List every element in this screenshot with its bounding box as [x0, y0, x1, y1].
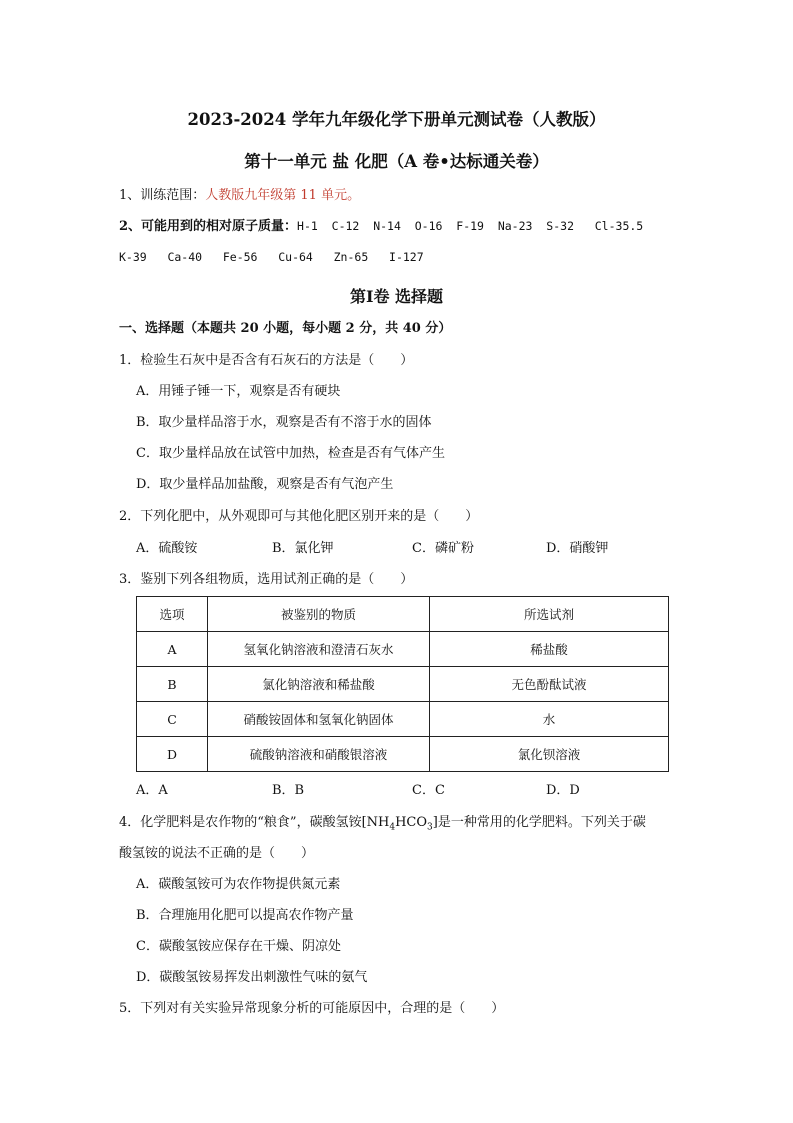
training-scope: [119, 187, 360, 205]
table-cell: B: [137, 667, 208, 702]
question-4-stem-line-1: [119, 814, 646, 837]
table-cell: 氯化钠溶液和稀盐酸: [208, 667, 430, 702]
question-4-option-b[interactable]: B．合理施用化肥可以提高农作物产量: [136, 908, 354, 923]
table-header-row: [137, 597, 669, 632]
question-1-option-a[interactable]: A．用锤子锤一下，观察是否有硬块: [136, 384, 341, 399]
document-title: 2023-2024 学年九年级化学下册单元测试卷（人教版）: [187, 110, 606, 129]
question-4-stem-part: HCO: [395, 815, 428, 830]
question-3-stem: 3．鉴别下列各组物质，选用试剂正确的是（ ）: [119, 572, 414, 587]
table-cell: 水: [430, 702, 669, 737]
question-3-table: [136, 596, 669, 772]
question-4-option-a[interactable]: A．碳酸氢铵可为农作物提供氮元素: [136, 877, 341, 892]
table-row: [137, 632, 669, 667]
question-4-stem-part: ]是一种常用的化学肥料。下列关于碳: [432, 815, 646, 830]
atomic-mass-values-1: H-1 C-12 N-14 O-16 F-19 Na-23 S-32 Cl-35.5: [297, 219, 644, 233]
document-subtitle: 第十一单元 盐 化肥（A 卷•达标通关卷）: [244, 152, 549, 171]
question-2-option-b[interactable]: B．氯化钾: [272, 541, 334, 556]
question-4-stem-line-2: 酸氢铵的说法不正确的是（ ）: [119, 846, 315, 861]
question-5-stem: 5．下列对有关实验异常现象分析的可能原因中，合理的是（ ）: [119, 1001, 505, 1016]
training-scope-label: 1、训练范围：: [119, 188, 206, 203]
atomic-mass-label: 2、可能用到的相对原子质量：: [119, 219, 298, 234]
question-2-option-a[interactable]: A．硫酸铵: [136, 541, 198, 556]
table-header-cell: 被鉴别的物质: [208, 597, 430, 632]
subscript: 4: [389, 822, 396, 833]
question-1-option-c[interactable]: C．取少量样品放在试管中加热，检查是否有气体产生: [136, 446, 445, 461]
table-cell: 稀盐酸: [430, 632, 669, 667]
table-cell: D: [137, 737, 208, 772]
atomic-mass-values-2: K-39 Ca-40 Fe-56 Cu-64 Zn-65 I-127: [119, 250, 424, 264]
question-2-option-d[interactable]: D．硝酸钾: [546, 541, 609, 556]
atomic-mass-line-1: [119, 217, 643, 236]
table-header-cell: 所选试剂: [430, 597, 669, 632]
question-2-option-c[interactable]: C．磷矿粉: [412, 541, 474, 556]
training-scope-value: 人教版九年级第 11 单元。: [205, 188, 361, 203]
table-row: [137, 737, 669, 772]
question-3-option-a[interactable]: A．A: [136, 783, 168, 798]
table-row: [137, 667, 669, 702]
question-2-stem: 2．下列化肥中，从外观即可与其他化肥区别开来的是（ ）: [119, 509, 479, 524]
question-4-option-d[interactable]: D．碳酸氢铵易挥发出刺激性气味的氨气: [136, 970, 368, 985]
table-cell: 无色酚酞试液: [430, 667, 669, 702]
table-cell: 氯化钡溶液: [430, 737, 669, 772]
question-1-stem: 1．检验生石灰中是否含有石灰石的方法是（ ）: [119, 353, 414, 368]
section-title: 第Ⅰ卷 选择题: [349, 287, 444, 306]
table-cell: A: [137, 632, 208, 667]
question-3-option-d[interactable]: D．D: [546, 783, 580, 798]
table-header-cell: 选项: [137, 597, 208, 632]
part-heading: 一、选择题（本题共 20 小题，每小题 2 分，共 40 分）: [119, 321, 452, 336]
table-cell: 氢氧化钠溶液和澄清石灰水: [208, 632, 430, 667]
subscript: 3: [427, 822, 433, 833]
question-4-option-c[interactable]: C．碳酸氢铵应保存在干燥、阴凉处: [136, 939, 341, 954]
table-cell: 硫酸钠溶液和硝酸银溶液: [208, 737, 430, 772]
question-1-option-d[interactable]: D．取少量样品加盐酸，观察是否有气泡产生: [136, 477, 394, 492]
table-cell: C: [137, 702, 208, 737]
question-4-stem-part: 4．化学肥料是农作物的“粮食”，碳酸氢铵[NH: [119, 815, 390, 830]
table-row: [137, 702, 669, 737]
question-3-option-c[interactable]: C．C: [412, 783, 445, 798]
question-1-option-b[interactable]: B．取少量样品溶于水，观察是否有不溶于水的固体: [136, 415, 432, 430]
question-3-option-b[interactable]: B．B: [272, 783, 305, 798]
table-cell: 硝酸铵固体和氢氧化钠固体: [208, 702, 430, 737]
